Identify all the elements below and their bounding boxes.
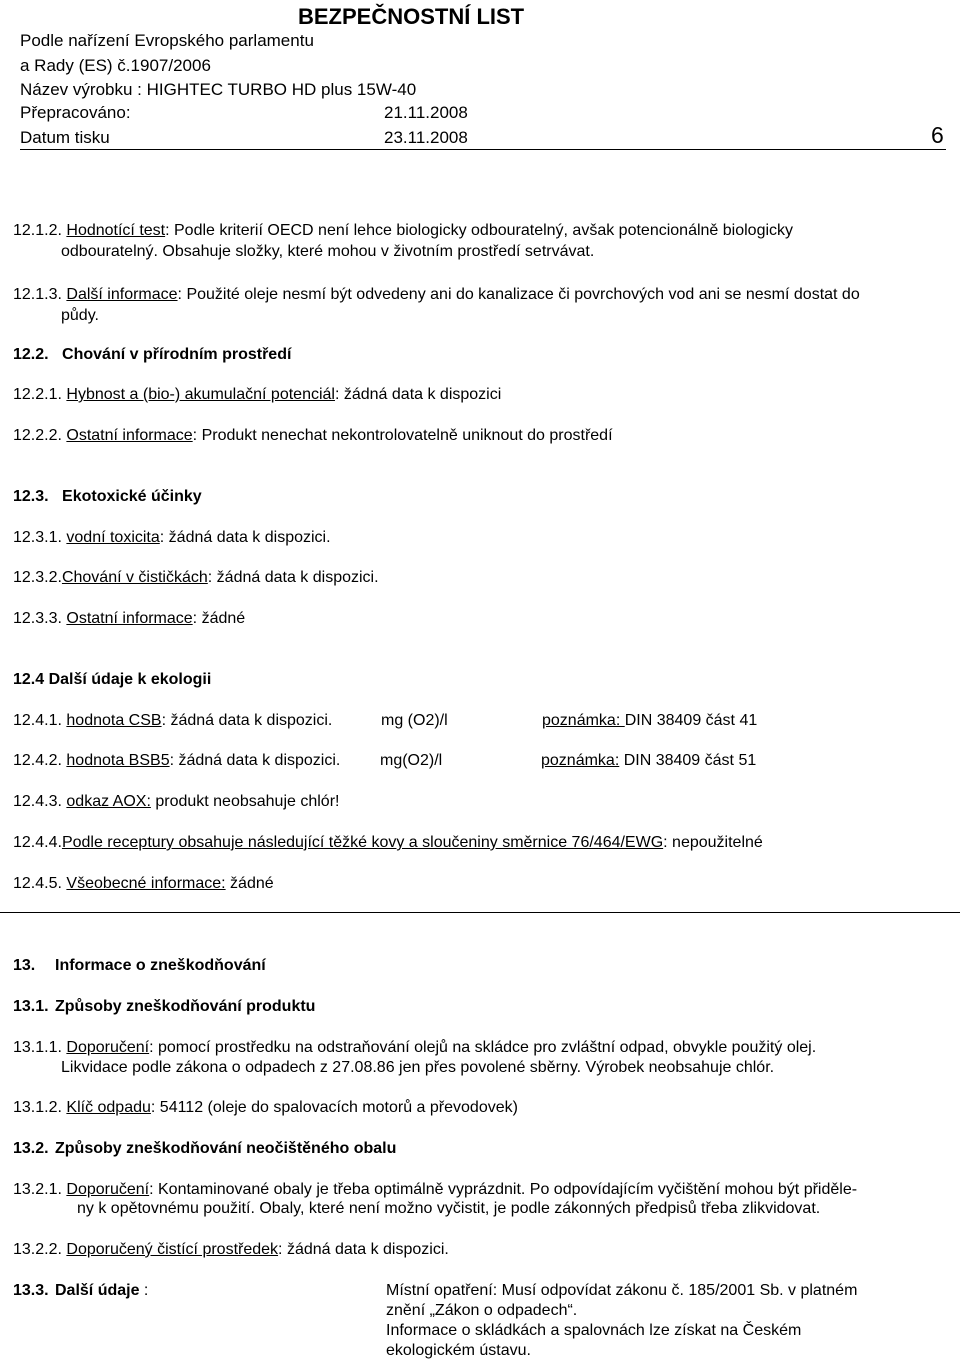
local-regulation-line-2: znění „Zákon o odpadech“. [386,1302,578,1319]
section-12-4-4 [13,834,763,852]
note-text: DIN 38409 část 41 [624,712,758,729]
recommendation-text: : Kontaminované obaly je třeba optimálně vyprázdnit. Po odpovídajícím vyčištění mohou být přiděle- [149,1181,858,1198]
section-12-3-1 [13,529,331,547]
section-number: 12.1.3. [13,286,62,303]
bsb5-label: hodnota BSB5 [66,752,170,769]
waste-code-text: : 54112 (oleje do spalovacích motorů a převodovek) [150,1099,518,1116]
section-12-4-1 [13,712,332,730]
title-colon: : [139,1282,149,1299]
section-12-2-2 [13,427,613,445]
regulation-line-1: Podle nařízení Evropského parlamentu [20,31,314,50]
section-title: Způsoby zneškodňování neočištěného obalu [55,1140,397,1157]
local-regulation-line-3: Informace o skládkách a spalovnách lze získat na Českém [386,1322,802,1339]
section-12-1-3 [13,286,860,304]
section-12-3-3 [13,610,245,628]
assessment-test-label: Hodnotící test [66,222,166,239]
section-number: 12.3.3. [13,610,62,627]
revised-label: Přepracováno: [20,103,131,122]
treatment-plant-text: : žádná data k dispozici. [207,569,379,586]
page-number: 6 [931,122,944,148]
section-13-1-2 [13,1099,518,1117]
section-13-2-1 [13,1181,857,1199]
bioaccumulation-text: : žádná data k dispozici [334,386,502,403]
section-title: Chování v přírodním prostředí [62,346,292,363]
note-text: DIN 38409 část 51 [619,752,757,769]
section-number: 13.1.2. [13,1099,62,1116]
section-number: 12.3.2. [13,569,62,586]
section-12-3-heading [13,488,202,506]
section-12-4-5 [13,875,274,893]
bsb5-unit: mg(O2)/l [380,752,443,769]
section-number: 12.4.4. [13,834,62,851]
section-number: 13.3. [13,1282,49,1299]
recommendation-text: : pomocí prostředku na odstraňování olejů na skládce pro zvláštní odpad, obvykle použitý olej. [149,1039,817,1056]
section-12-4-3 [13,793,339,811]
section-number: 12.1.2. [13,222,62,239]
section-number: 12.4.5. [13,875,62,892]
aox-label: odkaz AOX: [66,793,151,810]
bioaccumulation-label: Hybnost a (bio-) akumulační potenciál [66,386,335,403]
note-label: poznámka: [541,752,620,769]
aox-text: produkt neobsahuje chlór! [150,793,340,810]
recommendation-label: Doporučení [66,1039,150,1056]
section-number: 13.2.1. [13,1181,62,1198]
assessment-test-text-2: odbouratelný. Obsahuje složky, které mohou v životním prostředí setrvávat. [61,243,595,260]
print-date-label: Datum tisku [20,128,110,147]
aquatic-toxicity-text: : žádná data k dispozici. [159,529,331,546]
local-regulation-line-1: Místní opatření: Musí odpovídat zákonu č. 185/2001 Sb. v platném [386,1282,858,1299]
csb-note [542,712,757,730]
section-divider [0,912,960,913]
section-13-2-heading [13,1140,397,1158]
further-info-label: Další informace [66,286,178,303]
section-13-1-heading [13,998,316,1016]
heavy-metals-text: : nepoužitelné [663,834,763,851]
recommendation-label: Doporučení [66,1181,150,1198]
section-number: 12.3.1. [13,529,62,546]
local-regulation-line-4: ekologickém ústavu. [386,1342,531,1359]
document-title: BEZPEČNOSTNÍ LIST [298,4,525,29]
section-number: 12.2.2. [13,427,62,444]
other-info-text: : žádné [192,610,246,627]
section-number: 13.1. [13,998,49,1015]
general-info-label: Všeobecné informace: [66,875,226,892]
section-title: Ekotoxické účinky [62,488,202,505]
recommendation-text-2: ny k opětovnému použití. Obaly, které není možno vyčistit, je podle zákonných předpisů třeba zlikvidovat. [77,1200,821,1217]
section-12-1-2 [13,222,793,240]
aquatic-toxicity-label: vodní toxicita [66,529,160,546]
section-number: 12.2. [13,346,49,363]
other-info-text: : Produkt nenechat nekontrolovatelně uniknout do prostředí [192,427,613,444]
cleaning-agent-text: : žádná data k dispozici. [278,1241,449,1258]
section-number: 12.4.2. [13,752,62,769]
bsb5-text: : žádná data k dispozici. [169,752,341,769]
section-12-2-1 [13,386,501,404]
section-title: Další údaje [55,1282,140,1299]
treatment-plant-label: Chování v čističkách [61,569,208,586]
section-12-3-2 [13,569,379,587]
section-number: 13.1.1. [13,1039,62,1056]
section-number: 12.4.3. [13,793,62,810]
section-13-heading [13,957,266,975]
csb-label: hodnota CSB [66,712,162,729]
section-12-4-2 [13,752,340,770]
section-12-4-heading: 12.4 Další údaje k ekologii [13,671,212,688]
section-title: Informace o zneškodňování [55,957,266,974]
cleaning-agent-label: Doporučený čistící prostředek [66,1241,279,1258]
heavy-metals-label: Podle receptury obsahuje následující těžké kovy a sloučeniny směrnice 76/464/EWG [61,834,664,851]
further-info-text-2: půdy. [61,307,99,324]
section-number: 13. [13,957,36,974]
print-date: 23.11.2008 [384,128,468,147]
section-title: Způsoby zneškodňování produktu [55,998,316,1015]
general-info-text: žádné [225,875,274,892]
revised-date: 21.11.2008 [384,103,468,122]
section-number: 12.2.1. [13,386,62,403]
recommendation-text-2: Likvidace podle zákona o odpadech z 27.08.86 jen přes povolené sběrny. Výrobek neobsahuje chlór. [61,1059,775,1076]
section-number: 12.4.1. [13,712,62,729]
other-info-label: Ostatní informace [66,427,193,444]
csb-text: : žádná data k dispozici. [161,712,333,729]
header-divider [20,149,946,150]
product-name: Název výrobku : HIGHTEC TURBO HD plus 15W-40 [20,80,417,99]
section-13-3-heading [13,1282,149,1300]
section-number: 13.2. [13,1140,49,1157]
further-info-text: : Použité oleje nesmí být odvedeny ani do kanalizace či povrchových vod ani se nesmí dostat do [177,286,860,303]
regulation-line-2: a Rady (ES) č.1907/2006 [20,56,211,75]
assessment-test-text: : Podle kriterií OECD není lehce biologicky odbouratelný, avšak potencionálně biologicky [165,222,794,239]
csb-unit: mg (O2)/l [381,712,448,729]
bsb5-note [541,752,756,770]
waste-code-label: Klíč odpadu [66,1099,151,1116]
other-info-label: Ostatní informace [66,610,193,627]
note-label: poznámka: [542,712,625,729]
section-number: 13.2.2. [13,1241,62,1258]
section-12-2-heading [13,346,291,364]
section-number: 12.3. [13,488,49,505]
section-13-2-2 [13,1241,449,1259]
section-13-1-1 [13,1039,816,1057]
